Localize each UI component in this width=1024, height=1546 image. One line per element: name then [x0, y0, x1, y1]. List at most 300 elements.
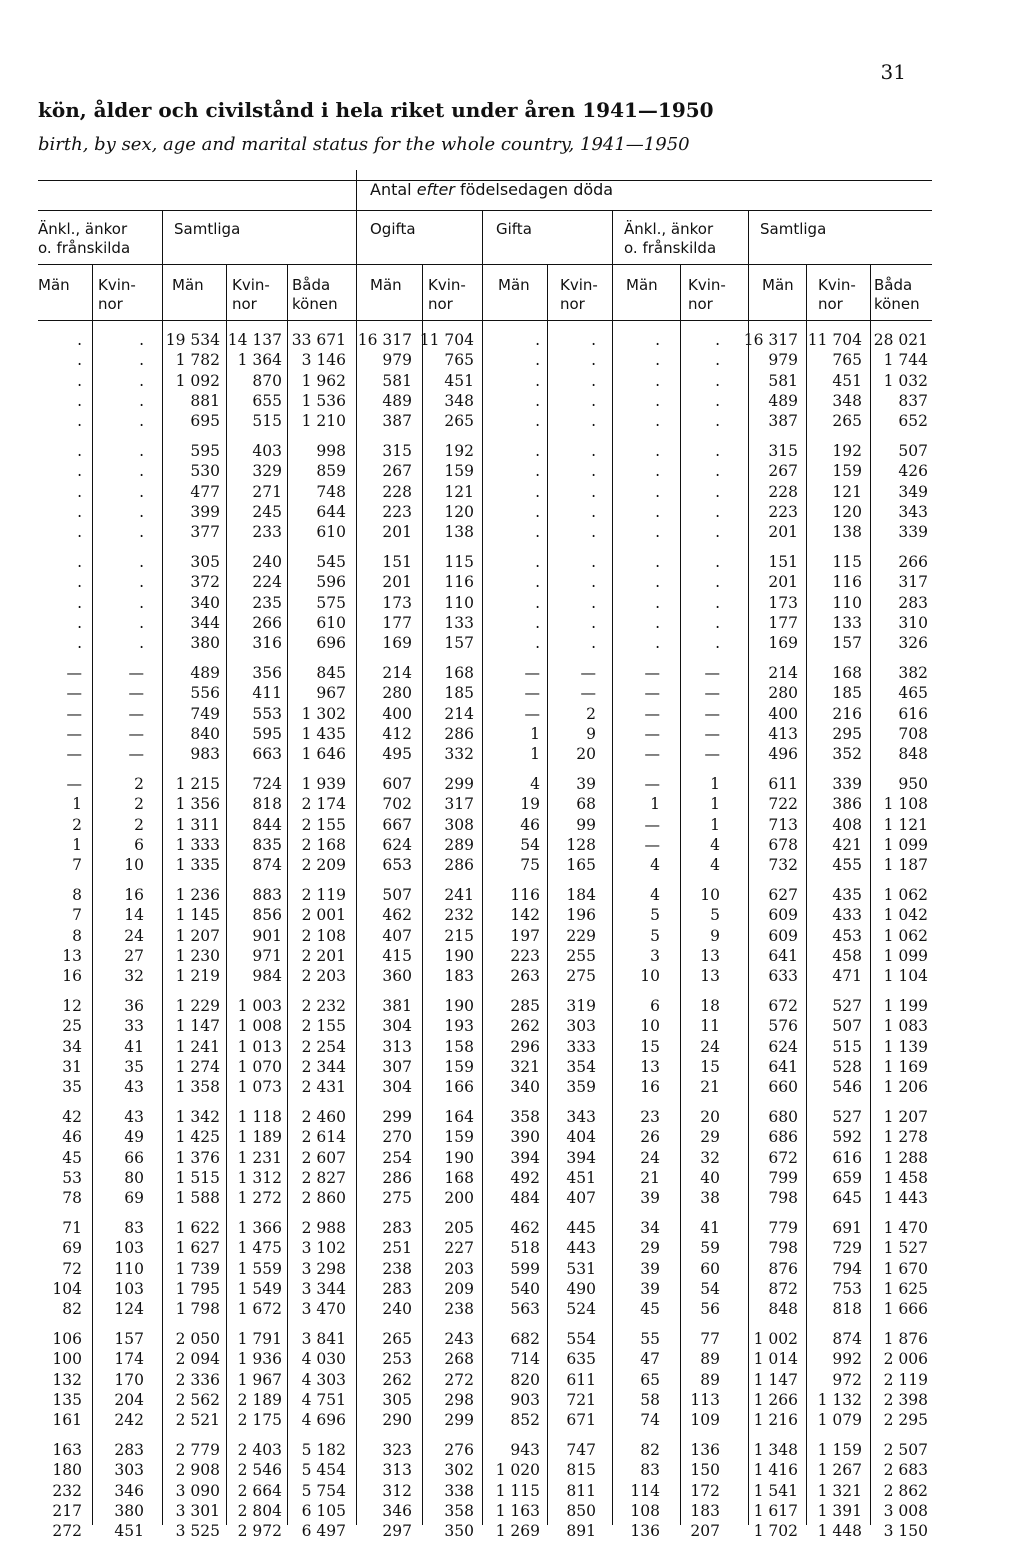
- table-cell: 382: [898, 664, 928, 682]
- table-cell: 39: [640, 1189, 660, 1208]
- table-cell: 2 521: [175, 1411, 220, 1430]
- table-cell: 1 272: [237, 1189, 282, 1208]
- table-cell: 3 344: [301, 1279, 346, 1298]
- table-cell: 3 841: [301, 1330, 346, 1348]
- table-cell: 2 664: [237, 1481, 282, 1500]
- table-cell: 799: [768, 1168, 798, 1187]
- table-cell: 329: [252, 462, 282, 481]
- table-cell: 46: [62, 1128, 82, 1147]
- table-cell: 462: [510, 1219, 540, 1237]
- table-cell: 170: [114, 1370, 144, 1389]
- table-cell: 3 008: [883, 1501, 928, 1520]
- table-cell: 183: [690, 1501, 720, 1520]
- table-cell: 209: [444, 1279, 474, 1298]
- table-cell: 296: [510, 1037, 540, 1056]
- table-cell: 1 187: [883, 856, 928, 875]
- table-cell: —: [704, 745, 720, 764]
- table-cell: 168: [444, 664, 474, 682]
- table-cell: 421: [832, 835, 862, 854]
- table-cell: 276: [444, 1441, 474, 1459]
- table-cell: 120: [444, 502, 474, 521]
- table-cell: 524: [566, 1300, 596, 1319]
- table-cell: 83: [124, 1219, 144, 1237]
- table-rule-3: [38, 320, 932, 321]
- table-cell: 3 102: [301, 1239, 346, 1258]
- table-cell: 1 364: [237, 351, 282, 370]
- table-cell: 174: [114, 1350, 144, 1369]
- table-cell: 7: [72, 906, 82, 925]
- table-cell: 201: [768, 523, 798, 542]
- table-cell: 142: [510, 906, 540, 925]
- table-cell: 515: [252, 412, 282, 431]
- table-cell: .: [77, 331, 82, 349]
- column-divider-7: [547, 264, 548, 1525]
- table-cell: 407: [382, 926, 412, 945]
- table-cell: 609: [768, 906, 798, 925]
- table-cell: —: [580, 664, 596, 682]
- table-cell: 599: [510, 1259, 540, 1278]
- table-cell: 9: [710, 926, 720, 945]
- table-cell: 36: [124, 997, 144, 1015]
- table-cell: 124: [114, 1300, 144, 1319]
- table-cell: 1 210: [301, 412, 346, 431]
- table-cell: 4 303: [301, 1370, 346, 1389]
- table-cell: 645: [832, 1189, 862, 1208]
- table-cell: 1 118: [237, 1108, 282, 1126]
- table-cell: 1: [710, 775, 720, 793]
- table-cell: .: [591, 351, 596, 370]
- table-cell: 1 342: [175, 1108, 220, 1126]
- table-cell: 1 443: [883, 1189, 928, 1208]
- table-cell: 305: [382, 1390, 412, 1409]
- table-cell: 610: [316, 613, 346, 632]
- table-cell: 233: [252, 523, 282, 542]
- table-cell: 818: [832, 1300, 862, 1319]
- table-cell: 332: [444, 745, 474, 764]
- column-header-10: Kvin- nor: [688, 276, 726, 313]
- table-cell: 2 908: [175, 1461, 220, 1480]
- table-cell: 2 232: [301, 997, 346, 1015]
- table-cell: 110: [444, 593, 474, 612]
- table-cell: 1: [72, 795, 82, 814]
- table-cell: 2 344: [301, 1057, 346, 1076]
- table-cell: 1 083: [883, 1017, 928, 1036]
- table-cell: 556: [190, 684, 220, 703]
- table-cell: 5 454: [301, 1461, 346, 1480]
- table-cell: 280: [768, 684, 798, 703]
- table-cell: 527: [832, 997, 862, 1015]
- table-cell: 54: [700, 1279, 720, 1298]
- table-cell: 563: [510, 1300, 540, 1319]
- table-cell: 971: [252, 946, 282, 965]
- table-cell: —: [704, 704, 720, 723]
- column-divider-11: [806, 264, 807, 1525]
- table-cell: 15: [640, 1037, 660, 1056]
- table-cell: 348: [444, 391, 474, 410]
- table-cell: —: [524, 704, 540, 723]
- table-cell: 201: [768, 573, 798, 592]
- table-cell: .: [591, 391, 596, 410]
- table-cell: .: [591, 502, 596, 521]
- table-cell: 686: [768, 1128, 798, 1147]
- column-header-5: Män: [370, 276, 402, 294]
- table-cell: 492: [510, 1168, 540, 1187]
- table-cell: 41: [700, 1219, 720, 1237]
- table-cell: 6 105: [301, 1501, 346, 1520]
- table-cell: 859: [316, 462, 346, 481]
- table-cell: 2 201: [301, 946, 346, 965]
- table-cell: 979: [382, 351, 412, 370]
- table-cell: 346: [114, 1481, 144, 1500]
- table-cell: 214: [768, 664, 798, 682]
- table-cell: .: [535, 371, 540, 390]
- table-cell: 283: [382, 1219, 412, 1237]
- table-cell: 1: [530, 724, 540, 743]
- table-cell: 747: [566, 1441, 596, 1459]
- table-cell: 190: [444, 946, 474, 965]
- table-cell: 1 356: [175, 795, 220, 814]
- table-cell: 581: [768, 371, 798, 390]
- table-cell: 1 139: [883, 1037, 928, 1056]
- table-cell: 204: [114, 1390, 144, 1409]
- table-cell: 25: [62, 1017, 82, 1036]
- table-cell: —: [704, 724, 720, 743]
- table-cell: 1 132: [817, 1390, 862, 1409]
- table-cell: 24: [640, 1148, 660, 1167]
- table-cell: 133: [444, 613, 474, 632]
- table-cell: —: [66, 664, 82, 682]
- header-text: födelsedagen döda: [454, 180, 614, 199]
- table-cell: .: [139, 593, 144, 612]
- table-cell: 121: [444, 482, 474, 501]
- table-cell: 1 274: [175, 1057, 220, 1076]
- table-cell: 1 219: [175, 967, 220, 986]
- table-cell: 245: [252, 502, 282, 521]
- table-cell: 20: [576, 745, 596, 764]
- table-cell: 2 336: [175, 1370, 220, 1389]
- table-cell: —: [644, 684, 660, 703]
- table-cell: 1 936: [237, 1350, 282, 1369]
- table-cell: 408: [832, 815, 862, 834]
- table-cell: 46: [520, 815, 540, 834]
- table-cell: 835: [252, 835, 282, 854]
- table-cell: 1 782: [175, 351, 220, 370]
- table-cell: .: [535, 351, 540, 370]
- table-cell: 193: [444, 1017, 474, 1036]
- table-cell: 190: [444, 997, 474, 1015]
- table-cell: 190: [444, 1148, 474, 1167]
- table-cell: 794: [832, 1259, 862, 1278]
- table-cell: .: [715, 634, 720, 653]
- table-cell: .: [591, 634, 596, 653]
- column-divider-4: [356, 170, 357, 1525]
- table-cell: 106: [52, 1330, 82, 1348]
- table-cell: 850: [566, 1501, 596, 1520]
- table-cell: 223: [768, 502, 798, 521]
- table-cell: 729: [832, 1239, 862, 1258]
- table-cell: .: [535, 462, 540, 481]
- table-cell: 1 458: [883, 1168, 928, 1187]
- table-cell: 229: [566, 926, 596, 945]
- table-cell: 624: [382, 835, 412, 854]
- table-cell: 1 333: [175, 835, 220, 854]
- table-cell: .: [655, 634, 660, 653]
- table-cell: 407: [566, 1189, 596, 1208]
- table-cell: 496: [768, 745, 798, 764]
- table-cell: 65: [640, 1370, 660, 1389]
- table-cell: 157: [114, 1330, 144, 1348]
- table-cell: 5: [710, 906, 720, 925]
- table-cell: 477: [190, 482, 220, 501]
- table-cell: 732: [768, 856, 798, 875]
- table-cell: 157: [444, 634, 474, 653]
- table-cell: 323: [382, 1441, 412, 1459]
- table-cell: .: [715, 553, 720, 571]
- table-cell: 9: [586, 724, 596, 743]
- table-cell: 6: [650, 997, 660, 1015]
- column-header-4: Båda könen: [292, 276, 338, 313]
- table-cell: 856: [252, 906, 282, 925]
- table-cell: .: [77, 573, 82, 592]
- table-cell: 1 099: [883, 946, 928, 965]
- table-cell: —: [644, 835, 660, 854]
- table-cell: 624: [768, 1037, 798, 1056]
- table-cell: 340: [190, 593, 220, 612]
- table-cell: 120: [832, 502, 862, 521]
- table-cell: .: [715, 351, 720, 370]
- table-cell: 2 168: [301, 835, 346, 854]
- table-cell: 240: [252, 553, 282, 571]
- table-cell: 53: [62, 1168, 82, 1187]
- table-cell: 518: [510, 1239, 540, 1258]
- table-cell: 266: [898, 553, 928, 571]
- table-cell: 390: [510, 1128, 540, 1147]
- table-cell: 426: [898, 462, 928, 481]
- table-cell: .: [139, 412, 144, 431]
- table-cell: .: [655, 502, 660, 521]
- table-cell: 1 099: [883, 835, 928, 854]
- table-cell: 592: [832, 1128, 862, 1147]
- table-cell: 224: [252, 573, 282, 592]
- table-rule-1: [38, 210, 932, 211]
- table-cell: .: [535, 523, 540, 542]
- table-cell: 285: [510, 997, 540, 1015]
- table-cell: 2 119: [301, 886, 346, 904]
- table-cell: 627: [768, 886, 798, 904]
- table-cell: 43: [124, 1108, 144, 1126]
- table-cell: 39: [576, 775, 596, 793]
- column-header-12: Kvin- nor: [818, 276, 856, 313]
- table-cell: 1 622: [175, 1219, 220, 1237]
- title-english: birth, by sex, age and marital status for the whole country, 1941—1950: [38, 134, 690, 155]
- table-cell: 1 121: [883, 815, 928, 834]
- table-cell: 6 497: [301, 1522, 346, 1541]
- table-cell: 283: [898, 593, 928, 612]
- table-cell: .: [139, 462, 144, 481]
- table-cell: 228: [768, 482, 798, 501]
- column-divider-6: [482, 210, 483, 1525]
- table-cell: 1 278: [883, 1128, 928, 1147]
- table-cell: 372: [190, 573, 220, 592]
- table-cell: 545: [316, 553, 346, 571]
- table-cell: 24: [700, 1037, 720, 1056]
- table-cell: 5: [650, 906, 660, 925]
- table-cell: 848: [768, 1300, 798, 1319]
- table-cell: .: [715, 442, 720, 460]
- table-cell: 74: [640, 1411, 660, 1430]
- table-cell: 1 207: [883, 1108, 928, 1126]
- table-cell: —: [704, 664, 720, 682]
- table-cell: 39: [640, 1259, 660, 1278]
- table-cell: 695: [190, 412, 220, 431]
- table-cell: —: [704, 684, 720, 703]
- table-cell: 779: [768, 1219, 798, 1237]
- table-cell: 10: [124, 856, 144, 875]
- table-cell: .: [535, 593, 540, 612]
- table-cell: 197: [510, 926, 540, 945]
- table-cell: .: [139, 391, 144, 410]
- table-cell: —: [66, 704, 82, 723]
- table-cell: 611: [566, 1370, 596, 1389]
- table-cell: 358: [510, 1108, 540, 1126]
- table-cell: 415: [382, 946, 412, 965]
- table-cell: 58: [640, 1390, 660, 1409]
- table-cell: 99: [576, 815, 596, 834]
- table-cell: 192: [444, 442, 474, 460]
- table-cell: 377: [190, 523, 220, 542]
- table-cell: 319: [566, 997, 596, 1015]
- table-cell: 386: [832, 795, 862, 814]
- column-divider-1: [162, 210, 163, 1525]
- table-cell: 232: [444, 906, 474, 925]
- table-cell: 722: [768, 795, 798, 814]
- column-header-7: Män: [498, 276, 530, 294]
- table-cell: 2 001: [301, 906, 346, 925]
- table-cell: 753: [832, 1279, 862, 1298]
- table-cell: 1 241: [175, 1037, 220, 1056]
- table-cell: 128: [566, 835, 596, 854]
- table-cell: 201: [382, 523, 412, 542]
- table-cell: 89: [700, 1350, 720, 1369]
- table-cell: 354: [566, 1057, 596, 1076]
- table-cell: 1 008: [237, 1017, 282, 1036]
- table-cell: 451: [566, 1168, 596, 1187]
- table-cell: .: [77, 502, 82, 521]
- table-cell: 358: [444, 1501, 474, 1520]
- table-cell: 2 006: [883, 1350, 928, 1369]
- table-cell: 714: [510, 1350, 540, 1369]
- table-cell: 5 182: [301, 1441, 346, 1459]
- table-cell: 2 779: [175, 1441, 220, 1459]
- table-cell: 1: [710, 795, 720, 814]
- table-cell: .: [77, 613, 82, 632]
- table-cell: .: [139, 331, 144, 349]
- table-cell: 2 988: [301, 1219, 346, 1237]
- table-cell: 3 470: [301, 1300, 346, 1319]
- table-cell: 1 358: [175, 1078, 220, 1097]
- table-cell: 1 435: [301, 724, 346, 743]
- table-cell: 1 549: [237, 1279, 282, 1298]
- table-cell: .: [535, 391, 540, 410]
- table-cell: .: [139, 634, 144, 653]
- table-cell: 192: [832, 442, 862, 460]
- table-cell: 2 094: [175, 1350, 220, 1369]
- table-cell: 255: [566, 946, 596, 965]
- table-cell: 43: [124, 1078, 144, 1097]
- table-cell: 159: [444, 1057, 474, 1076]
- table-cell: 343: [566, 1108, 596, 1126]
- table-cell: 173: [382, 593, 412, 612]
- header-text: Antal: [370, 180, 417, 199]
- table-cell: 490: [566, 1279, 596, 1298]
- table-cell: 992: [832, 1350, 862, 1369]
- table-cell: 820: [510, 1370, 540, 1389]
- table-cell: 1 231: [237, 1148, 282, 1167]
- table-cell: 271: [252, 482, 282, 501]
- table-cell: .: [139, 502, 144, 521]
- table-cell: 69: [124, 1189, 144, 1208]
- table-cell: 652: [898, 412, 928, 431]
- table-cell: 1 559: [237, 1259, 282, 1278]
- table-cell: 1 020: [495, 1461, 540, 1480]
- table-cell: 1 798: [175, 1300, 220, 1319]
- column-header-6: Kvin- nor: [428, 276, 466, 313]
- table-cell: 59: [700, 1239, 720, 1258]
- table-cell: 265: [832, 412, 862, 431]
- table-cell: 214: [382, 664, 412, 682]
- table-cell: .: [715, 523, 720, 542]
- table-cell: 169: [382, 634, 412, 653]
- column-header-1: Kvin- nor: [98, 276, 136, 313]
- table-cell: 11 704: [419, 331, 474, 349]
- header-antal-efter-fodelsedagen: [370, 180, 613, 199]
- table-cell: 387: [768, 412, 798, 431]
- table-cell: 451: [114, 1522, 144, 1541]
- table-cell: 1 267: [817, 1461, 862, 1480]
- table-cell: —: [128, 704, 144, 723]
- table-cell: 205: [444, 1219, 474, 1237]
- table-cell: 672: [768, 997, 798, 1015]
- table-cell: 34: [62, 1037, 82, 1056]
- table-cell: 702: [382, 795, 412, 814]
- table-cell: 1 003: [237, 997, 282, 1015]
- table-cell: .: [655, 593, 660, 612]
- table-cell: .: [77, 391, 82, 410]
- table-cell: 268: [444, 1350, 474, 1369]
- table-cell: 2 155: [301, 1017, 346, 1036]
- table-cell: 2 804: [237, 1501, 282, 1520]
- table-cell: 1 042: [883, 906, 928, 925]
- table-cell: .: [591, 462, 596, 481]
- table-cell: .: [139, 523, 144, 542]
- table-cell: 870: [252, 371, 282, 390]
- table-cell: 607: [382, 775, 412, 793]
- table-cell: 451: [444, 371, 474, 390]
- table-cell: 68: [576, 795, 596, 814]
- table-cell: 313: [382, 1037, 412, 1056]
- table-cell: .: [77, 371, 82, 390]
- group-underline-0: [38, 264, 158, 265]
- table-cell: 232: [52, 1481, 82, 1500]
- table-cell: 333: [566, 1037, 596, 1056]
- table-cell: 1 744: [883, 351, 928, 370]
- table-cell: .: [139, 371, 144, 390]
- table-cell: —: [66, 724, 82, 743]
- table-cell: 380: [190, 634, 220, 653]
- table-cell: 610: [316, 523, 346, 542]
- table-cell: 201: [382, 573, 412, 592]
- table-cell: 150: [690, 1461, 720, 1480]
